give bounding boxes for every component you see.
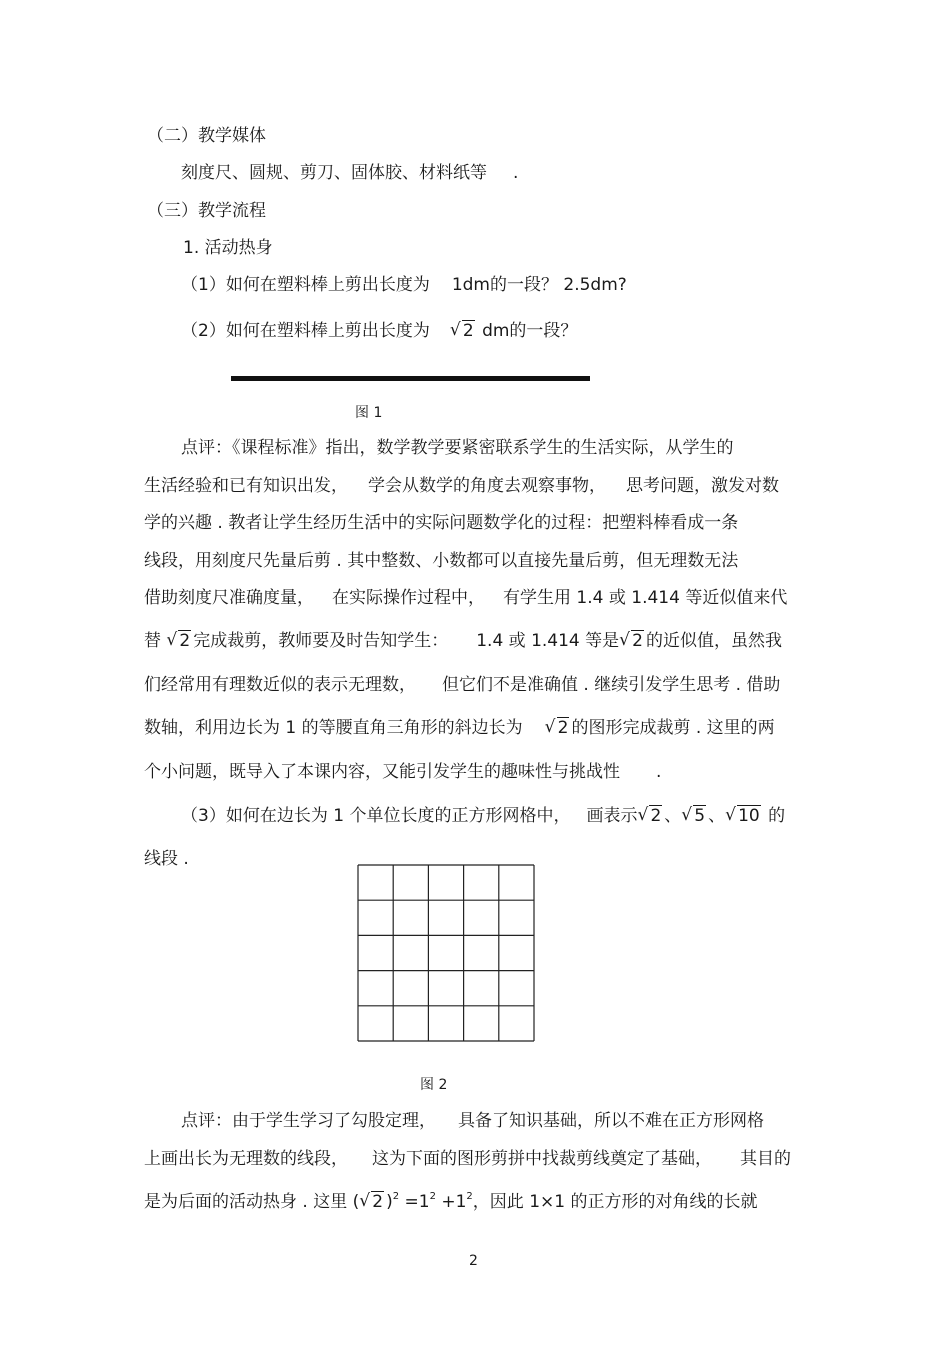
- comment1-line5-a: 借助刻度尺准确度量，: [144, 588, 314, 608]
- comment1-line6-c: 1.4 或 1.414 等是: [476, 631, 620, 651]
- sqrt-2: [166, 630, 191, 652]
- comment1-line9: [144, 761, 661, 783]
- comment1-line6-a: 替: [144, 631, 161, 651]
- comment1-line3: 学的兴趣 . 教者让学生经历生活中的实际问题数学化的过程：把塑料棒看成一条: [144, 513, 739, 533]
- sqrt-2: [637, 805, 662, 827]
- radicand: 2: [372, 1192, 384, 1212]
- separator: 、: [664, 806, 682, 826]
- comment1-line2-c: 思考问题，激发对数: [626, 476, 779, 496]
- comment1-line4: 线段，用刻度尺先量后剪 . 其中整数、小数都可以直接先量后剪，但无理数无法: [144, 551, 739, 571]
- question-2-b: dm的一段？: [482, 321, 578, 341]
- comment1-line2-b: 学会从数学的角度去观察事物，: [368, 476, 606, 496]
- comment2-line2: [144, 1148, 791, 1170]
- comment1-line6-b: 完成裁剪，教师要及时告知学生：: [193, 631, 449, 651]
- figure-1-caption: 图 1: [355, 405, 383, 421]
- radicand: 2: [557, 718, 569, 738]
- comment1-line5-b: 在实际操作过程中，: [332, 588, 485, 608]
- plus-one: +1: [435, 1192, 467, 1212]
- comment2-line2-c: 其目的: [740, 1149, 791, 1169]
- comment2-line3-b: ，因此 1×1 的正方形的对角线的长就: [472, 1192, 758, 1212]
- question-2: [181, 320, 577, 342]
- square-grid: [357, 864, 535, 1042]
- comment1-line5: [144, 587, 787, 609]
- paren-close: ): [386, 1192, 393, 1212]
- comment1-line6-d: 的近似值，虽然我: [645, 631, 782, 651]
- sqrt-2: [450, 320, 475, 342]
- heading-media: （二）教学媒体: [147, 126, 266, 146]
- sqrt-5: [681, 805, 706, 827]
- question-3-c: 的: [768, 806, 786, 826]
- comment1-line9-end: .: [656, 762, 662, 782]
- comment1-line7-b: 但它们不是准确值 . 继续引发学生思考 . 借助: [442, 675, 781, 695]
- question-3-a: （3）如何在边长为 1 个单位长度的正方形网格中，: [181, 806, 571, 826]
- comment2-line2-a: 上画出长为无理数的线段，: [144, 1149, 348, 1169]
- comment1-line5-c: 有学生用 1.4 或 1.414 等近似值来代: [503, 588, 788, 608]
- question-3-b: 画表示: [586, 806, 638, 826]
- question-1: [181, 274, 627, 296]
- comment2-line1: [181, 1110, 764, 1132]
- comment1-line6: [144, 630, 782, 652]
- sqrt-2: [619, 630, 644, 652]
- exponent: 2: [429, 1191, 436, 1202]
- exponent: 2: [392, 1191, 400, 1202]
- paren-open: (: [352, 1192, 360, 1212]
- radicand: 5: [694, 806, 706, 826]
- comment2-line1-a: 点评：由于学生学习了勾股定理，: [181, 1111, 436, 1131]
- comment1-line7-a: 们经常用有理数近似的表示无理数，: [144, 675, 416, 695]
- radicand: 2: [179, 631, 191, 651]
- question-1-b: 1dm的一段？ 2.5dm?: [451, 275, 627, 295]
- sqrt-2: [359, 1191, 384, 1213]
- comment1-line9-text: 个小问题，既导入了本课内容，又能引发学生的趣味性与挑战性: [144, 762, 620, 782]
- question-3: [181, 805, 785, 827]
- comment2-line3-a: 是为后面的活动热身 . 这里: [144, 1192, 348, 1212]
- plastic-rod-line: [231, 376, 590, 381]
- comment1-line2: [144, 475, 779, 497]
- subheading-warmup: 1. 活动热身: [183, 238, 273, 258]
- media-items-end: .: [513, 163, 519, 183]
- page-number: 2: [469, 1253, 478, 1269]
- media-items: [181, 162, 518, 184]
- question-2-a: （2）如何在塑料棒上剪出长度为: [181, 321, 430, 341]
- heading-flow: （三）教学流程: [147, 201, 266, 221]
- question-3-line2: 线段 .: [144, 849, 189, 869]
- radicand: 2: [650, 806, 662, 826]
- comment1-line8-a: 数轴，利用边长为 1 的等腰直角三角形的斜边长为: [144, 718, 523, 738]
- comment1-line8-b: 的图形完成裁剪 . 这里的两: [571, 718, 775, 738]
- comment1-line7: [144, 674, 780, 696]
- radicand: 10: [738, 806, 760, 826]
- sqrt-10: [725, 805, 761, 827]
- comment2-line3: [144, 1191, 757, 1213]
- figure-2-caption: 图 2: [420, 1077, 448, 1093]
- comment1-line1: 点评：《课程标准》指出，数学教学要紧密联系学生的生活实际，从学生的: [181, 438, 734, 458]
- equals-one: =1: [399, 1192, 430, 1212]
- comment2-line2-b: 这为下面的图形剪拼中找裁剪线奠定了基础，: [372, 1149, 712, 1169]
- sqrt-2: [545, 717, 570, 739]
- comment1-line2-a: 生活经验和已有知识出发，: [144, 476, 348, 496]
- media-items-text: 刻度尺、圆规、剪刀、固体胶、材料纸等: [181, 163, 487, 183]
- radicand: 2: [462, 321, 474, 341]
- comment1-line8: [144, 717, 775, 739]
- radicand: 2: [632, 631, 643, 651]
- question-1-a: （1）如何在塑料棒上剪出长度为: [181, 275, 430, 295]
- comment2-line1-b: 具备了知识基础，所以不难在正方形网格: [458, 1111, 764, 1131]
- separator: 、: [708, 806, 726, 826]
- exponent: 2: [466, 1191, 473, 1202]
